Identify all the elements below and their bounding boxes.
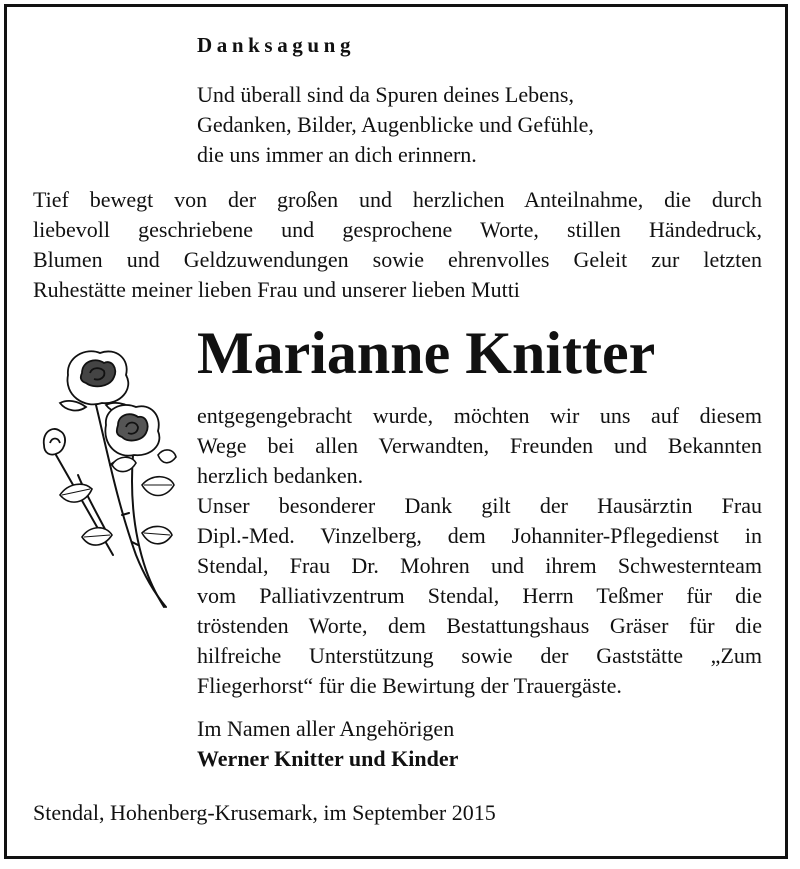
intro-line: Ruhestätte meiner lieben Frau und unserer lieben Mutti — [33, 277, 520, 302]
rose-illustration — [38, 345, 178, 615]
intro-paragraph — [33, 185, 762, 305]
body-line: Wege bei allen Verwandten, Freunden und Bekannten — [197, 433, 762, 458]
place-date: Stendal, Hohenberg-Krusemark, im September 2015 — [33, 800, 496, 825]
thanks-paragraph — [197, 401, 762, 701]
signature-names: Werner Knitter und Kinder — [197, 746, 459, 771]
verse-line: die uns immer an dich erinnern. — [197, 142, 477, 167]
deceased-name: Marianne Knitter — [197, 320, 656, 386]
signature-block — [197, 714, 458, 774]
memorial-verse — [197, 80, 594, 170]
intro-line: Blumen und Geldzuwendungen sowie ehrenvolles Geleit zur letzten — [33, 247, 762, 272]
intro-line: liebevoll geschriebene und gesprochene Worte, stillen Händedruck, — [33, 217, 762, 242]
signature-intro: Im Namen aller Angehörigen — [197, 716, 455, 741]
notice-heading: Danksagung — [197, 33, 356, 57]
body-line: entgegengebracht wurde, möchten wir uns auf diesem — [197, 403, 762, 428]
intro-line: Tief bewegt von der großen und herzlichen Anteilnahme, die durch — [33, 187, 762, 212]
verse-line: Gedanken, Bilder, Augenblicke und Gefühle, — [197, 112, 594, 137]
verse-line: Und überall sind da Spuren deines Lebens, — [197, 82, 574, 107]
body-line: herzlich bedanken. — [197, 463, 364, 488]
body-line: Stendal, Frau Dr. Mohren und ihrem Schwesternteam — [197, 553, 762, 578]
body-line: tröstenden Worte, dem Bestattungshaus Gräser für die — [197, 613, 762, 638]
body-line: Fliegerhorst“ für die Bewirtung der Trauergäste. — [197, 673, 622, 698]
body-line: Dipl.-Med. Vinzelberg, dem Johanniter-Pflegedienst in — [197, 523, 762, 548]
body-line: Unser besonderer Dank gilt der Hausärztin Frau — [197, 493, 762, 518]
body-line: vom Palliativzentrum Stendal, Herrn Teßmer für die — [197, 583, 762, 608]
body-line: hilfreiche Unterstützung sowie der Gaststätte „Zum — [197, 643, 762, 668]
